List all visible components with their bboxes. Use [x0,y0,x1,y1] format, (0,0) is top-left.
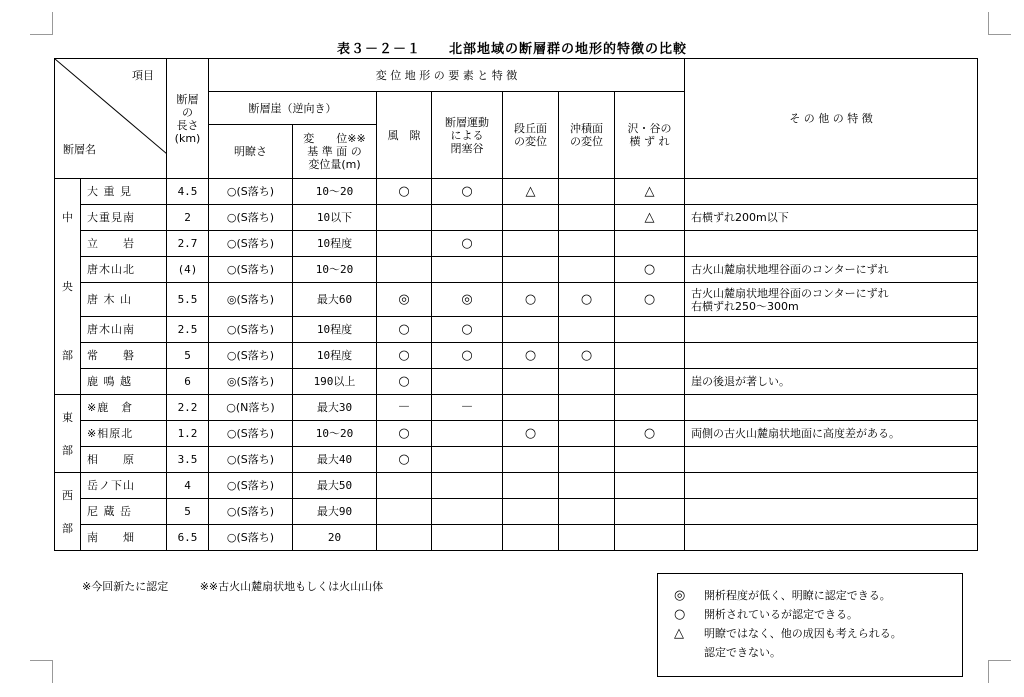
terrace-mark [503,447,559,473]
terrace-mark [503,231,559,257]
fault-length: 3.5 [167,447,209,473]
displacement: 最大50 [293,473,377,499]
table-row [55,179,978,205]
region-label [55,473,81,551]
legend-box [657,573,963,677]
table-row [55,395,978,421]
footnote-base: ※※古火山麓扇状地もしくは火山山体 [199,580,384,593]
scarp-clarity: ○(S落ち) [209,473,293,499]
valley-offset-mark [615,447,685,473]
valley-offset-mark [615,499,685,525]
displacement: 最大30 [293,395,377,421]
fault-length: 2 [167,205,209,231]
header-length-line-2: の [182,105,193,119]
terrace-mark: ○ [503,421,559,447]
valley-offset-mark: △ [615,205,685,231]
header-alluvial [559,92,615,179]
header-windgap: 風 隙 [377,92,432,179]
table-row [55,283,978,317]
other-feature [685,231,978,257]
table-row [55,447,978,473]
footnotes [82,578,411,594]
table-row [55,231,978,257]
scarp-clarity: ◎(S落ち) [209,283,293,317]
scarp-clarity: ○(S落ち) [209,447,293,473]
crop-mark-top-right [988,12,1011,35]
windgap-mark [377,205,432,231]
valley-offset-mark: ○ [615,257,685,283]
scarp-clarity: ○(S落ち) [209,525,293,551]
region-label [55,395,81,473]
crop-mark-top-left [30,12,53,35]
alluvial-mark [559,257,615,283]
scarp-clarity: ○(S落ち) [209,317,293,343]
legend-row [674,586,962,605]
blocked-valley-mark [432,205,503,231]
terrace-mark [503,317,559,343]
blocked-valley-mark: ○ [432,317,503,343]
windgap-mark: ◎ [377,283,432,317]
double-circle-icon: ◎ [674,588,686,603]
fault-length: 1.2 [167,421,209,447]
scarp-clarity: ○(S落ち) [209,343,293,369]
blocked-valley-mark [432,369,503,395]
other-feature [685,283,978,317]
header-diagonal-cell [55,59,167,179]
windgap-mark: ○ [377,317,432,343]
blocked-valley-mark [432,421,503,447]
header-other: そ の 他 の 特 徴 [685,59,978,179]
other-feature [685,257,978,283]
header-displacement-line-1: 変 位※※ [303,132,366,145]
alluvial-mark [559,205,615,231]
fault-name: ※鹿 倉 [81,395,167,421]
valley-offset-mark [615,395,685,421]
other-feature [685,421,978,447]
fault-length: 4 [167,473,209,499]
legend-row [674,624,962,643]
region-label-char: 東 [62,410,73,424]
fault-length: 2.2 [167,395,209,421]
footnote-new: ※今回新たに認定 [82,580,169,593]
region-label-char: 央 [62,280,73,293]
displacement: 10～20 [293,421,377,447]
region-label-char: 部 [62,521,73,535]
other-feature [685,395,978,421]
region-label-char: 西 [62,488,73,502]
header-displacement-line-2: 基 準 面 の [307,145,362,158]
fault-name: 岳ノ下山 [81,473,167,499]
windgap-mark [377,499,432,525]
windgap-mark: ○ [377,447,432,473]
other-feature [685,499,978,525]
fault-name: 大 重 見 [81,179,167,205]
table-row [55,499,978,525]
alluvial-mark [559,317,615,343]
legend-text-continued: 認定できない。 [704,646,781,659]
windgap-mark: ○ [377,179,432,205]
fault-length: 2.5 [167,317,209,343]
valley-offset-mark [615,343,685,369]
header-length [167,59,209,179]
other-feature [685,369,978,395]
alluvial-mark: ○ [559,283,615,317]
fault-name: 尼 蔵 岳 [81,499,167,525]
scarp-clarity: ○(S落ち) [209,205,293,231]
scarp-clarity: ○(S落ち) [209,179,293,205]
header-length-line-1: 断層 [176,92,199,106]
other-feature [685,205,978,231]
header-length-line-4: (km) [174,131,201,145]
other-feature-line: 古火山麓扇状地埋谷面のコンターにずれ [691,263,889,276]
displacement: 10～20 [293,179,377,205]
alluvial-mark [559,473,615,499]
table-row [55,343,978,369]
windgap-mark [377,231,432,257]
blocked-valley-mark [432,499,503,525]
blocked-valley-mark [432,447,503,473]
table-row [55,473,978,499]
fault-comparison-table [54,58,978,551]
fault-name: 相 原 [81,447,167,473]
header-fault-name: 断層名 [63,143,96,156]
other-feature [685,317,978,343]
alluvial-mark: ○ [559,343,615,369]
header-alluvial-line-1: 沖積面 [570,122,603,135]
valley-offset-mark [615,231,685,257]
header-blocked-line-2: による [450,128,484,142]
scarp-clarity: ○(S落ち) [209,257,293,283]
blocked-valley-mark [432,473,503,499]
other-feature-line: 古火山麓扇状地埋谷面のコンターにずれ [691,286,889,300]
fault-name: 常 磐 [81,343,167,369]
fault-length: 5.5 [167,283,209,317]
legend-text: 開析程度が低く、明瞭に認定できる。 [704,589,891,602]
table-row [55,525,978,551]
displacement: 最大90 [293,499,377,525]
windgap-mark [377,257,432,283]
fault-length: 4.5 [167,179,209,205]
other-feature-line: 両側の古火山麓扇状地面に高度差がある。 [691,427,901,440]
windgap-mark: ○ [377,369,432,395]
other-feature [685,343,978,369]
header-valley [615,92,685,179]
terrace-mark [503,257,559,283]
displacement: 10程度 [293,343,377,369]
legend-row [674,605,962,624]
windgap-mark: ○ [377,421,432,447]
windgap-mark: ○ [377,343,432,369]
region-label-char: 部 [62,349,73,362]
blocked-valley-mark [432,525,503,551]
header-scarp: 断層崖（逆向き） [209,92,377,125]
header-clarity: 明瞭さ [209,125,293,179]
triangle-icon: △ [674,626,684,641]
crop-mark-bottom-left [30,660,53,683]
fault-length: (4) [167,257,209,283]
header-displacement-line-3: 変位量(m) [308,158,361,171]
scarp-clarity: ○(S落ち) [209,499,293,525]
other-feature-line: 崖の後退が著しい。 [691,375,791,388]
terrace-mark: △ [503,179,559,205]
blocked-valley-mark: ○ [432,231,503,257]
fault-name: 南 畑 [81,525,167,551]
other-feature [685,473,978,499]
displacement: 20 [293,525,377,551]
table-body [55,179,978,551]
fault-name: 唐木山北 [81,257,167,283]
scarp-clarity: ○(S落ち) [209,421,293,447]
fault-name: 唐木山南 [81,317,167,343]
scarp-clarity: ○(S落ち) [209,231,293,257]
blocked-valley-mark: ◎ [432,283,503,317]
fault-name: 大重見南 [81,205,167,231]
fault-name: 立 岩 [81,231,167,257]
terrace-mark [503,395,559,421]
other-feature [685,447,978,473]
valley-offset-mark [615,473,685,499]
header-item: 項目 [132,69,154,82]
legend-text: 明瞭ではなく、他の成因も考えられる。 [704,627,902,640]
alluvial-mark [559,499,615,525]
alluvial-mark [559,447,615,473]
blocked-valley-mark [432,257,503,283]
blocked-valley-mark: ○ [432,343,503,369]
header-terrace-line-1: 段丘面 [514,122,547,135]
header-valley-line-2: 横 ず れ [629,135,670,148]
header-terrace [503,92,559,179]
fault-length: 5 [167,343,209,369]
header-displacement [293,125,377,179]
crop-mark-bottom-right [988,660,1011,683]
displacement: 190以上 [293,369,377,395]
valley-offset-mark: ○ [615,283,685,317]
header-blocked-line-1: 断層運動 [445,115,489,129]
displacement: 最大40 [293,447,377,473]
valley-offset-mark [615,525,685,551]
displacement: 最大60 [293,283,377,317]
other-feature-line: 右横ずれ200m以下 [691,211,789,224]
terrace-mark [503,205,559,231]
alluvial-mark [559,369,615,395]
table-row [55,205,978,231]
fault-length: 5 [167,499,209,525]
table-row [55,257,978,283]
valley-offset-mark [615,369,685,395]
displacement: 10程度 [293,317,377,343]
table-row [55,369,978,395]
terrace-mark: ○ [503,343,559,369]
blocked-valley-mark: － [432,395,503,421]
valley-offset-mark: △ [615,179,685,205]
header-length-line-3: 長さ [176,118,199,132]
valley-offset-mark [615,317,685,343]
circle-icon: ○ [674,607,686,622]
region-label-char: 部 [62,443,73,457]
fault-length: 6 [167,369,209,395]
fault-name: 鹿 鳴 越 [81,369,167,395]
alluvial-mark [559,395,615,421]
other-feature [685,179,978,205]
header-blocked-line-3: 閉塞谷 [450,141,484,155]
other-feature-line: 右横ずれ250～300m [691,299,799,313]
displacement: 10～20 [293,257,377,283]
header-alluvial-line-2: の変位 [570,135,603,148]
terrace-mark [503,369,559,395]
blocked-valley-mark: ○ [432,179,503,205]
alluvial-mark [559,421,615,447]
fault-length: 2.7 [167,231,209,257]
windgap-mark [377,473,432,499]
terrace-mark [503,473,559,499]
windgap-mark [377,525,432,551]
displacement: 10程度 [293,231,377,257]
region-label-char: 中 [62,211,73,224]
valley-offset-mark: ○ [615,421,685,447]
terrace-mark [503,525,559,551]
header-blocked [432,92,503,179]
other-feature [685,525,978,551]
table-row [55,421,978,447]
legend-text: 開析されているが認定できる。 [704,608,858,621]
table-row [55,317,978,343]
terrace-mark [503,499,559,525]
scarp-clarity: ○(N落ち) [209,395,293,421]
fault-length: 6.5 [167,525,209,551]
alluvial-mark [559,525,615,551]
windgap-mark: － [377,395,432,421]
terrace-mark: ○ [503,283,559,317]
alluvial-mark [559,179,615,205]
region-label [55,179,81,395]
header-group-title: 変 位 地 形 の 要 素 と 特 徴 [209,59,685,92]
displacement: 10以下 [293,205,377,231]
fault-name: ※相原北 [81,421,167,447]
alluvial-mark [559,231,615,257]
header-terrace-line-2: の変位 [514,135,547,148]
fault-name: 唐 木 山 [81,283,167,317]
table-title: 表３－２－１ 北部地域の断層群の地形的特徴の比較 [336,42,687,57]
scarp-clarity: ◎(S落ち) [209,369,293,395]
header-valley-line-1: 沢・谷の [627,122,672,135]
